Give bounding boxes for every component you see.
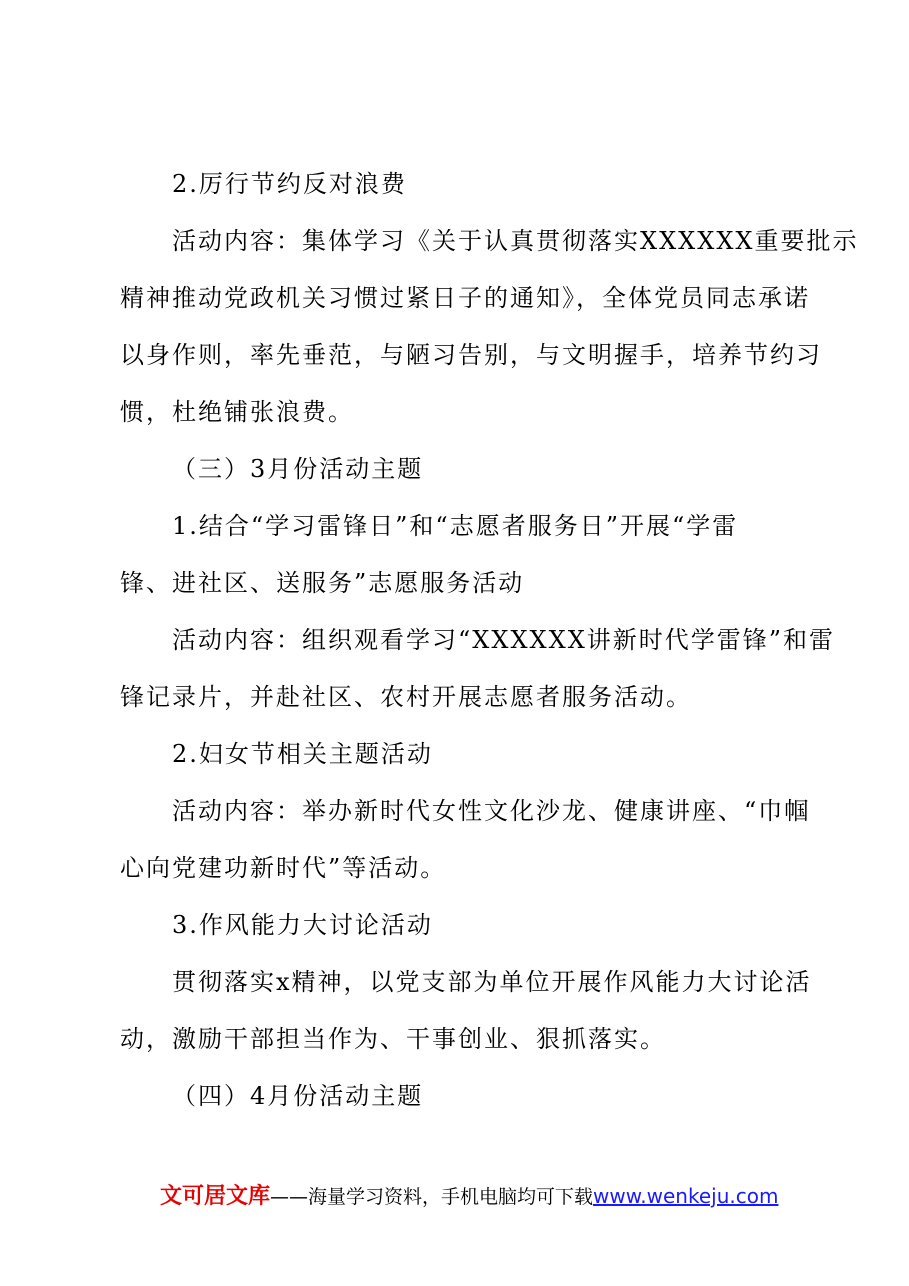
footer-tagline: ——海量学习资料，手机电脑均可下载 [270,1186,594,1208]
subsection-heading: 3.作风能力大讨论活动 [172,911,433,939]
paragraph-line: 以身作则，率先垂范，与陋习告别，与文明握手，培养节约习 [120,341,822,369]
paragraph-line: 锋记录片，并赴社区、农村开展志愿者服务活动。 [120,683,692,711]
paragraph-line: 活动内容：举办新时代女性文化沙龙、健康讲座、“巾帼 [172,797,811,825]
paragraph-line: 心向党建功新时代”等活动。 [120,854,447,882]
website-link[interactable]: www.wenkeju.com [593,1184,779,1208]
section-heading: （四）4月份活动主题 [172,1082,424,1110]
section-heading: （三）3月份活动主题 [172,455,424,483]
subsection-heading: 1.结合“学习雷锋日”和“志愿者服务日”开展“学雷 [172,512,739,540]
footer-banner [160,1180,778,1212]
paragraph-line: 活动内容：组织观看学习“XXXXXX讲新时代学雷锋”和雷 [172,626,836,654]
paragraph-line: 贯彻落实x精神，以党支部为单位开展作风能力大讨论活 [172,968,812,996]
subsection-heading: 2.厉行节约反对浪费 [172,170,407,198]
subsection-heading-continued: 锋、进社区、送服务”志愿服务活动 [120,569,525,597]
brand-name: 文可居文库 [160,1184,271,1209]
paragraph-line: 活动内容：集体学习《关于认真贯彻落实XXXXXX重要批示 [172,227,859,255]
paragraph-line: 惯，杜绝铺张浪费。 [120,398,354,426]
paragraph-line: 动，激励干部担当作为、干事创业、狠抓落实。 [120,1025,666,1053]
paragraph-line: 精神推动党政机关习惯过紧日子的通知》，全体党员同志承诺 [120,284,810,312]
subsection-heading: 2.妇女节相关主题活动 [172,740,433,768]
